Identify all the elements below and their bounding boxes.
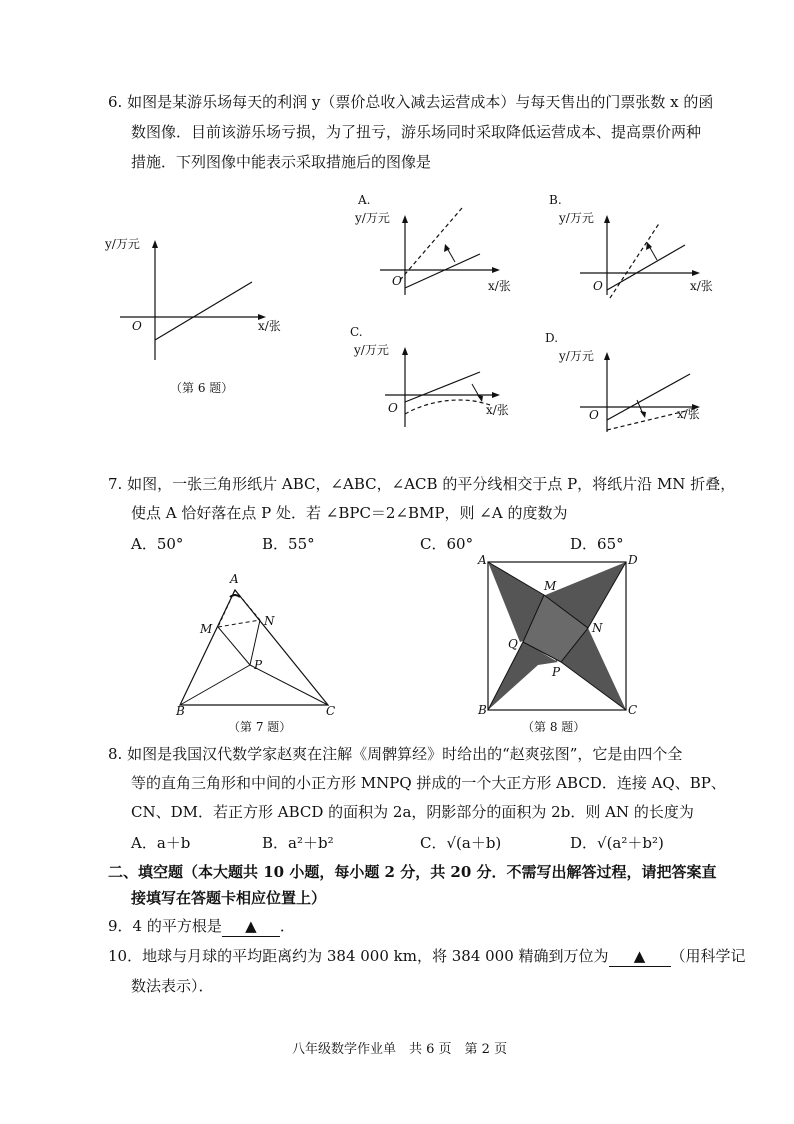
q6-option-d-label: D. [545, 331, 559, 345]
q7-label-n: N [264, 614, 275, 628]
page-footer: 八年级数学作业单 共 6 页 第 2 页 [292, 1042, 508, 1057]
q6-option-b-origin: O [593, 279, 603, 293]
q6-option-a-ylabel: y/万元 [355, 211, 390, 225]
q9-text: 4 的平方根是 [132, 917, 222, 935]
q6-option-c-ylabel: y/万元 [354, 343, 389, 357]
q9-end: ． [279, 917, 295, 935]
q10-text: 地球与月球的平均距离约为 384 000 km，将 384 000 精确到万位为 [142, 947, 609, 965]
q6-option-c-label: C. [350, 325, 363, 339]
q8-label-a: A [478, 553, 487, 567]
q10-text-2: （用科学记 [670, 947, 746, 965]
q8-label-c: C [628, 703, 638, 717]
q7-caption: （第 7 题） [228, 720, 292, 734]
q8-label-m: M [544, 579, 557, 593]
q8-label-q: Q [508, 637, 518, 651]
q7-choice-c[interactable]: C．60° [420, 535, 474, 553]
q6-option-b-xlabel: x/张 [690, 279, 713, 293]
q6-option-a-origin: O [392, 274, 402, 288]
q10-answer-blank[interactable]: ▲ [609, 946, 671, 967]
q8-text-2: 等的直角三角形和中间的小正方形 MNPQ 拼成的一个大正方形 ABCD．连接 AQ、BP、 [131, 774, 726, 792]
q6-option-b-label: B. [549, 193, 562, 207]
q6-option-c-origin: O [388, 401, 398, 415]
q7-line1 [108, 474, 735, 494]
q8-label-n: N [592, 621, 603, 635]
q9-number: 9． [108, 917, 133, 935]
q10-number: 10． [108, 947, 143, 965]
q7-number: 7. [108, 475, 123, 493]
q6-main-origin: O [132, 319, 142, 333]
q6-text-3: 措施．下列图像中能表示采取措施后的图像是 [131, 153, 432, 171]
q8-choice-c[interactable]: C．√(a＋b) [420, 834, 502, 852]
q8-label-d: D [628, 553, 638, 567]
q6-option-a-label: A. [358, 193, 371, 207]
q6-main-graph [100, 230, 300, 370]
q6-option-b-ylabel: y/万元 [559, 211, 594, 225]
q6-option-c-graph [350, 322, 510, 432]
q10-line1 [108, 946, 746, 967]
q6-text-2: 数图像．目前该游乐场亏损，为了扭亏，游乐场同时采取降低运营成本、提高票价两种 [131, 123, 702, 141]
q8-choice-a[interactable]: A．a＋b [131, 834, 191, 852]
q6-line1 [108, 92, 713, 112]
q7-choice-a[interactable]: A．50° [131, 535, 184, 553]
q8-zhaoshuang-figure [478, 552, 638, 724]
q7-label-m: M [200, 622, 213, 636]
q8-text-3: CN、DM．若正方形 ABCD 的面积为 2a，阴影部分的面积为 2b．则 AN 的长度为 [131, 803, 694, 821]
q7-choice-b[interactable]: B．55° [262, 535, 315, 553]
q7-text-2: 使点 A 恰好落在点 P 处．若 ∠BPC＝2∠BMP，则 ∠A 的度数为 [131, 504, 568, 522]
q6-main-ylabel: y/万元 [105, 237, 140, 251]
q9-line [108, 916, 295, 937]
q6-option-d-ylabel: y/万元 [559, 349, 594, 363]
q7-label-c: C [326, 704, 336, 718]
q8-number: 8. [108, 745, 123, 763]
q6-option-a-xlabel: x/张 [488, 279, 511, 293]
q7-label-b: B [176, 704, 185, 718]
q6-option-d-xlabel: x/张 [677, 407, 700, 421]
section2-heading-2: 接填写在答题卡相应位置上） [131, 889, 327, 907]
q7-label-a: A [230, 572, 239, 586]
q7-triangle-figure [170, 565, 360, 720]
q8-choice-d[interactable]: D．√(a²＋b²) [570, 834, 664, 852]
q9-answer-blank[interactable]: ▲ [222, 916, 280, 937]
q8-text-1: 如图是我国汉代数学家赵爽在注解《周髀算经》时给出的“赵爽弦图”，它是由四个全 [127, 745, 683, 763]
q6-option-c-xlabel: x/张 [486, 403, 509, 417]
q7-choice-d[interactable]: D．65° [570, 535, 624, 553]
q6-number: 6. [108, 93, 123, 111]
q6-option-d-graph [545, 322, 715, 437]
q10-text-line2: 数法表示）． [131, 977, 214, 995]
q8-choice-b[interactable]: B．a²＋b² [262, 834, 334, 852]
q6-caption: （第 6 题） [170, 381, 234, 395]
q8-label-b: B [478, 703, 487, 717]
section2-heading-1: 二、填空题（本大题共 10 小题，每小题 2 分，共 20 分．不需写出解答过程，请把答案直 [108, 863, 717, 881]
q8-caption: （第 8 题） [522, 720, 586, 734]
q8-line1 [108, 744, 682, 764]
q6-main-xlabel: x/张 [258, 319, 281, 333]
q6-option-a-graph [350, 190, 510, 320]
q7-text-1: 如图，一张三角形纸片 ABC，∠ABC，∠ACB 的平分线相交于点 P，将纸片沿 MN 折叠， [127, 475, 736, 493]
q8-label-p: P [552, 665, 561, 679]
q7-label-p: P [254, 658, 263, 672]
q6-option-b-graph [545, 190, 715, 320]
q6-text-1: 如图是某游乐场每天的利润 y（票价总收入减去运营成本）与每天售出的门票张数 x 的函 [127, 93, 714, 111]
q6-option-d-origin: O [589, 408, 599, 422]
